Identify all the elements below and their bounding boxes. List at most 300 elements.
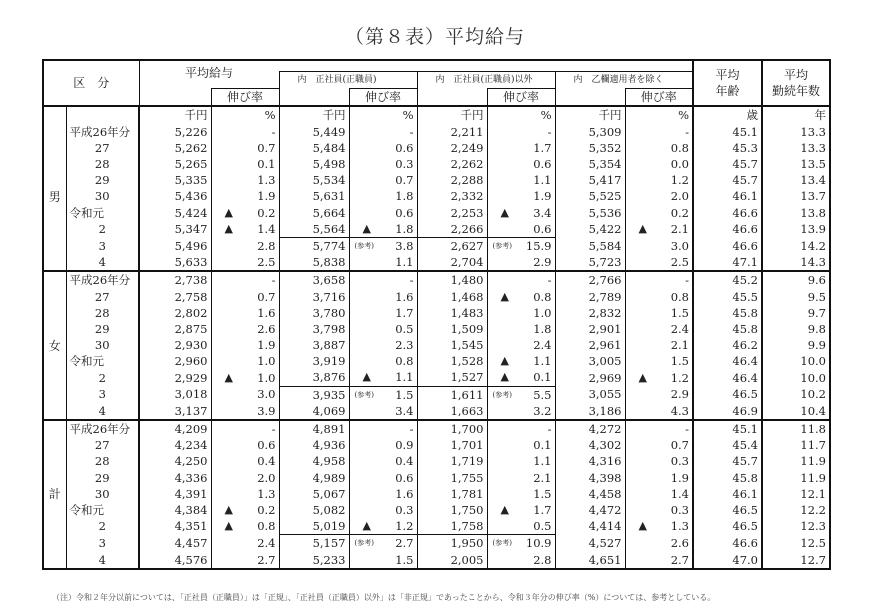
salary-cell (139, 386, 211, 403)
salary-growth-cell (211, 518, 279, 535)
avg-tenure-value: 10.0 (800, 354, 826, 369)
regular-growth-value: 0.9 (395, 438, 414, 453)
non-regular-value: 2,266 (450, 221, 484, 236)
unit: % (211, 106, 279, 123)
non-regular-growth-value: 2.8 (533, 552, 552, 567)
regular-growth-value: 1.5 (395, 387, 414, 402)
year-label: 3 (66, 535, 139, 552)
header-avg-salary: 平均給与 (139, 60, 279, 89)
regular-value: 3,876 (312, 370, 346, 385)
excl-otsu-growth-value: 2.7 (670, 552, 689, 567)
salary-value: 5,424 (174, 205, 208, 220)
regular-value: 4,069 (312, 403, 346, 418)
non-regular-cell (417, 288, 487, 304)
non-regular-growth-value: - (547, 422, 552, 437)
non-regular-growth-value: 1.5 (533, 486, 552, 501)
non-regular-growth-value: 3.4 (533, 205, 552, 220)
salary-growth-cell (211, 205, 279, 221)
salary-value: 4,391 (174, 486, 208, 501)
negative-triangle-icon: ▲ (638, 519, 647, 533)
salary-growth-cell (211, 353, 279, 369)
avg-tenure-value: 11.9 (800, 470, 826, 485)
avg-age-value: 46.4 (732, 354, 758, 369)
non-regular-cell (417, 188, 487, 204)
regular-cell (279, 188, 349, 204)
regular-growth-value: 0.3 (395, 157, 414, 172)
non-regular-growth-value: 3.2 (533, 403, 552, 418)
salary-value: 5,265 (174, 157, 208, 172)
excl-otsu-value: 4,472 (588, 502, 622, 517)
salary-growth-value: 0.4 (257, 454, 276, 469)
negative-triangle-icon: ▲ (500, 370, 509, 384)
non-regular-cell (417, 305, 487, 321)
regular-cell (279, 205, 349, 221)
regular-cell (279, 254, 349, 271)
excl-otsu-value: 4,316 (588, 454, 622, 469)
negative-triangle-icon: ▲ (224, 370, 233, 384)
regular-growth-value: 3.8 (395, 238, 414, 253)
footnote: （注）令和２年分以前については、「正社員（正職員）」は「正規」、「正社員（正職員）以外」は「非正規」であったことから、令和３年分の伸び率（%）については、参考としている。 (52, 593, 716, 602)
excl-otsu-value: 4,651 (588, 552, 622, 567)
avg-tenure-cell (762, 470, 830, 486)
regular-growth-value: - (409, 124, 414, 139)
non-regular-value: 2,249 (450, 140, 484, 155)
avg-age-value: 45.3 (732, 140, 758, 155)
regular-value: 4,891 (312, 422, 346, 437)
salary-growth-cell (211, 453, 279, 469)
non-regular-cell (417, 502, 487, 518)
salary-cell (139, 518, 211, 535)
non-regular-cell (417, 369, 487, 386)
avg-tenure-value: 12.7 (800, 552, 826, 567)
regular-value: 5,774 (312, 238, 346, 253)
table-row (43, 535, 830, 552)
avg-age-cell (693, 237, 762, 254)
non-regular-value: 2,005 (450, 552, 484, 567)
non-regular-growth-cell (487, 353, 555, 369)
reference-mark: (参考) (354, 539, 374, 548)
avg-age-cell (693, 188, 762, 204)
excl-otsu-growth-value: 2.1 (670, 222, 689, 237)
excl-otsu-value: 4,414 (588, 519, 622, 534)
regular-cell (279, 337, 349, 353)
non-regular-growth-cell (487, 453, 555, 469)
regular-value: 3,658 (312, 273, 346, 288)
non-regular-value: 1,781 (450, 486, 484, 501)
non-regular-growth-value: - (547, 124, 552, 139)
year-label: 令和元 (66, 205, 139, 221)
salary-value: 5,262 (174, 140, 208, 155)
excl-otsu-value: 3,186 (588, 403, 622, 418)
non-regular-growth-value: 15.9 (525, 238, 552, 253)
avg-tenure-value: 14.2 (800, 238, 826, 253)
avg-tenure-cell (762, 453, 830, 469)
excl-otsu-growth-value: 2.5 (670, 255, 689, 270)
regular-cell (279, 420, 349, 437)
regular-value: 5,233 (312, 552, 346, 567)
salary-growth-value: 2.6 (257, 321, 276, 336)
negative-triangle-icon: ▲ (500, 502, 509, 516)
salary-value: 2,960 (174, 354, 208, 369)
non-regular-growth-value: 2.4 (533, 338, 552, 353)
excl-otsu-growth-value: 2.6 (670, 536, 689, 551)
salary-growth-cell (211, 172, 279, 188)
table-row (43, 188, 830, 204)
non-regular-cell (417, 172, 487, 188)
non-regular-value: 1,468 (450, 289, 484, 304)
reference-mark: (参考) (492, 241, 512, 250)
non-regular-value: 2,288 (450, 173, 484, 188)
year-label: 27 (66, 140, 139, 156)
unit: 歳 (693, 106, 762, 123)
excl-otsu-cell (555, 486, 625, 502)
salary-growth-value: 0.7 (257, 289, 276, 304)
regular-value: 3,780 (312, 305, 346, 320)
avg-tenure-value: 9.6 (807, 273, 826, 288)
non-regular-growth-cell (487, 337, 555, 353)
non-regular-growth-cell (487, 420, 555, 437)
regular-growth-value: 1.7 (395, 305, 414, 320)
salary-growth-cell (211, 486, 279, 502)
salary-growth-value: - (271, 124, 276, 139)
avg-age-value: 45.8 (732, 305, 758, 320)
avg-tenure-cell (762, 140, 830, 156)
excl-otsu-growth-value: 1.4 (670, 486, 689, 501)
non-regular-cell (417, 453, 487, 469)
salary-value: 3,137 (174, 403, 208, 418)
excl-otsu-growth-cell (625, 420, 693, 437)
excl-otsu-growth-cell (625, 369, 693, 386)
negative-triangle-icon: ▲ (224, 502, 233, 516)
salary-growth-cell (211, 337, 279, 353)
header-category: 区 分 (73, 76, 110, 91)
regular-growth-cell (349, 254, 417, 271)
year-label: 平成26年分 (66, 420, 139, 437)
avg-age-value: 46.1 (732, 189, 758, 204)
regular-growth-value: 0.5 (395, 321, 414, 336)
non-regular-value: 2,262 (450, 157, 484, 172)
excl-otsu-value: 4,458 (588, 486, 622, 501)
year-label: 平成26年分 (66, 271, 139, 288)
regular-value: 3,935 (312, 387, 346, 402)
avg-tenure-value: 14.3 (800, 255, 826, 270)
header-non-regular: 内 正社員(正職員)以外 (417, 72, 555, 89)
regular-cell (279, 156, 349, 172)
excl-otsu-cell (555, 551, 625, 568)
non-regular-growth-cell (487, 518, 555, 535)
salary-value: 4,209 (174, 422, 208, 437)
year-label: 令和元 (66, 502, 139, 518)
table-row (43, 420, 830, 437)
avg-age-cell (693, 486, 762, 502)
regular-growth-cell (349, 221, 417, 238)
excl-otsu-cell (555, 254, 625, 271)
non-regular-cell (417, 353, 487, 369)
avg-age-value: 46.4 (732, 370, 758, 385)
average-salary-table (42, 59, 831, 570)
avg-tenure-cell (762, 353, 830, 369)
avg-tenure-cell (762, 221, 830, 238)
avg-age-cell (693, 453, 762, 469)
regular-cell (279, 453, 349, 469)
avg-tenure-cell (762, 386, 830, 403)
non-regular-growth-cell (487, 288, 555, 304)
excl-otsu-growth-cell (625, 321, 693, 337)
non-regular-cell (417, 420, 487, 437)
salary-growth-cell (211, 271, 279, 288)
non-regular-growth-cell (487, 140, 555, 156)
salary-cell (139, 188, 211, 204)
non-regular-value: 1,483 (450, 305, 484, 320)
non-regular-growth-cell (487, 254, 555, 271)
salary-growth-value: 0.2 (257, 502, 276, 517)
avg-tenure-value: 13.4 (800, 173, 826, 188)
avg-age-value: 45.1 (732, 124, 758, 139)
reference-mark: (参考) (492, 390, 512, 399)
avg-tenure-cell (762, 321, 830, 337)
excl-otsu-value: 4,527 (588, 536, 622, 551)
avg-age-cell (693, 403, 762, 420)
excl-otsu-cell (555, 221, 625, 238)
salary-value: 4,351 (174, 519, 208, 534)
unit: 年 (762, 106, 830, 123)
non-regular-value: 2,332 (450, 189, 484, 204)
regular-cell (279, 551, 349, 568)
regular-growth-cell (349, 271, 417, 288)
regular-growth-cell (349, 188, 417, 204)
regular-value: 5,484 (312, 140, 346, 155)
avg-age-cell (693, 172, 762, 188)
salary-growth-cell (211, 369, 279, 386)
reference-mark: (参考) (354, 390, 374, 399)
excl-otsu-growth-cell (625, 305, 693, 321)
year-label: 29 (66, 470, 139, 486)
avg-age-value: 46.5 (732, 502, 758, 517)
salary-value: 2,758 (174, 289, 208, 304)
table-row (43, 437, 830, 453)
excl-otsu-value: 5,536 (588, 205, 622, 220)
unit: % (349, 106, 417, 123)
table-row (43, 156, 830, 172)
excl-otsu-growth-cell (625, 386, 693, 403)
excl-otsu-growth-cell (625, 288, 693, 304)
salary-value: 5,633 (174, 255, 208, 270)
header-growth: 伸び率 (211, 89, 279, 107)
avg-tenure-cell (762, 271, 830, 288)
excl-otsu-growth-value: 0.3 (670, 502, 689, 517)
salary-growth-value: 3.0 (257, 387, 276, 402)
regular-value: 4,936 (312, 438, 346, 453)
avg-age-cell (693, 156, 762, 172)
avg-tenure-cell (762, 254, 830, 271)
excl-otsu-growth-value: 1.2 (670, 370, 689, 385)
salary-growth-cell (211, 502, 279, 518)
negative-triangle-icon: ▲ (500, 354, 509, 368)
regular-growth-cell (349, 172, 417, 188)
non-regular-cell (417, 337, 487, 353)
excl-otsu-value: 5,584 (588, 238, 622, 253)
salary-growth-cell (211, 386, 279, 403)
non-regular-cell (417, 551, 487, 568)
salary-cell (139, 470, 211, 486)
avg-age-value: 45.2 (732, 273, 758, 288)
regular-cell (279, 386, 349, 403)
regular-cell (279, 369, 349, 386)
salary-cell (139, 288, 211, 304)
header-growth: 伸び率 (349, 89, 417, 107)
non-regular-value: 1,950 (450, 536, 484, 551)
avg-age-value: 46.2 (732, 338, 758, 353)
salary-cell (139, 369, 211, 386)
regular-cell (279, 271, 349, 288)
avg-tenure-cell (762, 172, 830, 188)
salary-cell (139, 502, 211, 518)
avg-tenure-value: 11.8 (800, 422, 826, 437)
avg-age-value: 45.4 (732, 438, 758, 453)
table-row (43, 369, 830, 386)
reference-mark: (参考) (354, 241, 374, 250)
avg-tenure-cell (762, 237, 830, 254)
salary-value: 2,930 (174, 338, 208, 353)
regular-value: 3,887 (312, 338, 346, 353)
regular-growth-value: 0.4 (395, 454, 414, 469)
unit: 千円 (279, 106, 349, 123)
regular-growth-value: 0.6 (395, 470, 414, 485)
regular-growth-cell (349, 305, 417, 321)
group-label: 女 (43, 271, 66, 420)
non-regular-growth-cell (487, 486, 555, 502)
salary-value: 5,436 (174, 189, 208, 204)
negative-triangle-icon: ▲ (500, 205, 509, 219)
non-regular-cell (417, 321, 487, 337)
salary-growth-value: 0.7 (257, 140, 276, 155)
regular-cell (279, 221, 349, 238)
salary-value: 2,875 (174, 321, 208, 336)
non-regular-growth-value: 5.5 (533, 387, 552, 402)
avg-tenure-value: 13.3 (800, 124, 826, 139)
non-regular-growth-cell (487, 502, 555, 518)
avg-age-cell (693, 470, 762, 486)
salary-growth-value: 2.4 (257, 536, 276, 551)
salary-growth-cell (211, 140, 279, 156)
excl-otsu-cell (555, 369, 625, 386)
excl-otsu-value: 5,417 (588, 173, 622, 188)
avg-age-cell (693, 420, 762, 437)
year-label: 4 (66, 551, 139, 568)
excl-otsu-growth-value: 0.7 (670, 438, 689, 453)
excl-otsu-growth-value: 3.0 (670, 238, 689, 253)
regular-growth-cell (349, 140, 417, 156)
regular-growth-cell (349, 321, 417, 337)
regular-growth-value: 0.7 (395, 173, 414, 188)
excl-otsu-growth-cell (625, 254, 693, 271)
salary-growth-value: 2.5 (257, 255, 276, 270)
excl-otsu-growth-cell (625, 502, 693, 518)
reference-mark: (参考) (492, 539, 512, 548)
unit: 千円 (555, 106, 625, 123)
excl-otsu-value: 5,352 (588, 140, 622, 155)
excl-otsu-cell (555, 156, 625, 172)
non-regular-growth-cell (487, 271, 555, 288)
non-regular-value: 1,611 (450, 387, 484, 402)
year-label: 30 (66, 188, 139, 204)
excl-otsu-growth-value: 0.8 (670, 140, 689, 155)
avg-age-value: 46.6 (732, 536, 758, 551)
excl-otsu-cell (555, 502, 625, 518)
header-regular: 内 正社員(正職員) (279, 72, 417, 89)
salary-value: 2,929 (174, 370, 208, 385)
excl-otsu-value: 3,055 (588, 387, 622, 402)
avg-age-value: 45.7 (732, 157, 758, 172)
non-regular-growth-cell (487, 305, 555, 321)
excl-otsu-growth-value: 1.9 (670, 470, 689, 485)
table-row (43, 221, 830, 238)
non-regular-value: 2,704 (450, 255, 484, 270)
avg-tenure-cell (762, 518, 830, 535)
excl-otsu-growth-value: 0.8 (670, 289, 689, 304)
year-label: 令和元 (66, 353, 139, 369)
regular-cell (279, 535, 349, 552)
salary-value: 4,576 (174, 552, 208, 567)
non-regular-value: 1,663 (450, 403, 484, 418)
year-label: 2 (66, 518, 139, 535)
salary-growth-value: 1.6 (257, 305, 276, 320)
excl-otsu-growth-value: 2.1 (670, 338, 689, 353)
avg-tenure-value: 9.9 (807, 338, 826, 353)
salary-growth-cell (211, 156, 279, 172)
regular-cell (279, 140, 349, 156)
salary-growth-value: 0.8 (257, 519, 276, 534)
salary-value: 4,234 (174, 438, 208, 453)
avg-age-value: 46.1 (732, 486, 758, 501)
avg-age-value: 45.5 (732, 289, 758, 304)
excl-otsu-cell (555, 271, 625, 288)
avg-tenure-value: 9.5 (807, 289, 826, 304)
regular-growth-cell (349, 288, 417, 304)
regular-growth-cell (349, 502, 417, 518)
non-regular-growth-cell (487, 172, 555, 188)
excl-otsu-growth-value: 0.3 (670, 454, 689, 469)
avg-age-cell (693, 535, 762, 552)
excl-otsu-growth-value: 2.4 (670, 321, 689, 336)
avg-age-cell (693, 321, 762, 337)
salary-growth-cell (211, 437, 279, 453)
regular-growth-value: 1.6 (395, 486, 414, 501)
non-regular-value: 1,719 (450, 454, 484, 469)
avg-tenure-cell (762, 337, 830, 353)
group-label: 男 (48, 189, 61, 204)
excl-otsu-growth-value: 0.2 (670, 205, 689, 220)
non-regular-cell (417, 535, 487, 552)
regular-growth-cell (349, 353, 417, 369)
avg-age-cell (693, 305, 762, 321)
table-row (43, 353, 830, 369)
regular-growth-cell (349, 156, 417, 172)
non-regular-growth-value: 1.7 (533, 502, 552, 517)
avg-age-value: 45.1 (732, 422, 758, 437)
avg-tenure-cell (762, 156, 830, 172)
avg-tenure-cell (762, 437, 830, 453)
excl-otsu-cell (555, 205, 625, 221)
regular-value: 4,989 (312, 470, 346, 485)
salary-value: 4,250 (174, 454, 208, 469)
non-regular-growth-cell (487, 369, 555, 386)
regular-cell (279, 486, 349, 502)
salary-cell (139, 337, 211, 353)
avg-tenure-value: 11.9 (800, 454, 826, 469)
negative-triangle-icon: ▲ (224, 519, 233, 533)
non-regular-growth-cell (487, 437, 555, 453)
